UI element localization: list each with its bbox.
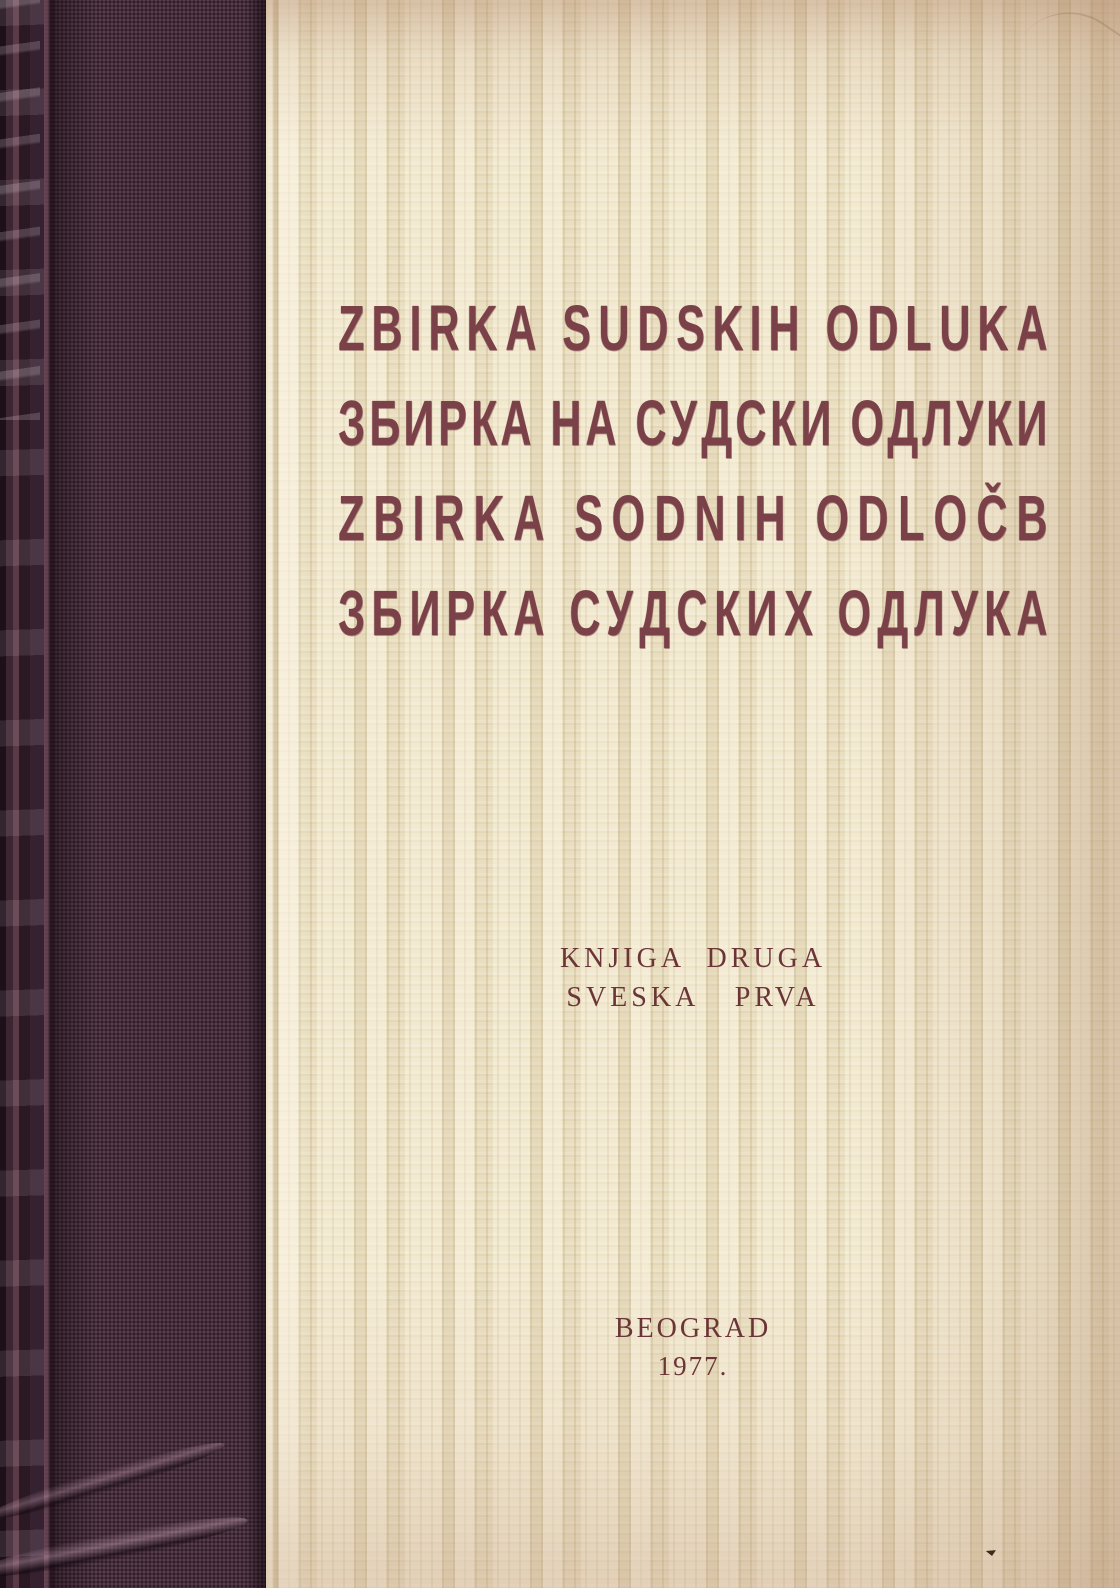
imprint-block bbox=[266, 1310, 1120, 1384]
imprint-city: BEOGRAD bbox=[614, 1313, 772, 1344]
title-block bbox=[266, 290, 1120, 676]
edition-book-number: KNJIGA DRUGA bbox=[559, 943, 827, 974]
imprint-year: 1977. bbox=[657, 1351, 729, 1381]
title-line-macedonian: З Б И Р К А Н А С У Д С К И О Д Л У К И bbox=[338, 385, 1048, 459]
edition-block bbox=[266, 940, 1120, 1018]
edition-volume-number: SVESKA PRVA bbox=[566, 982, 820, 1013]
spine-hinge-ridge bbox=[44, 0, 58, 1588]
paper-speck bbox=[985, 1546, 996, 1556]
spine-gloss-highlight bbox=[0, 0, 40, 420]
title-line-croatian: Z B I R K A S U D S K I H O D L U K A bbox=[338, 290, 1048, 364]
book-spine bbox=[0, 0, 266, 1588]
corner-crease bbox=[968, 0, 1120, 199]
front-cover bbox=[266, 0, 1120, 1588]
title-line-serbian: З Б И Р К А С У Д С К И Х О Д Л У К А bbox=[338, 575, 1048, 649]
title-line-slovenian: Z B I R K A S O D N I H O D L O Č B bbox=[338, 480, 1048, 554]
